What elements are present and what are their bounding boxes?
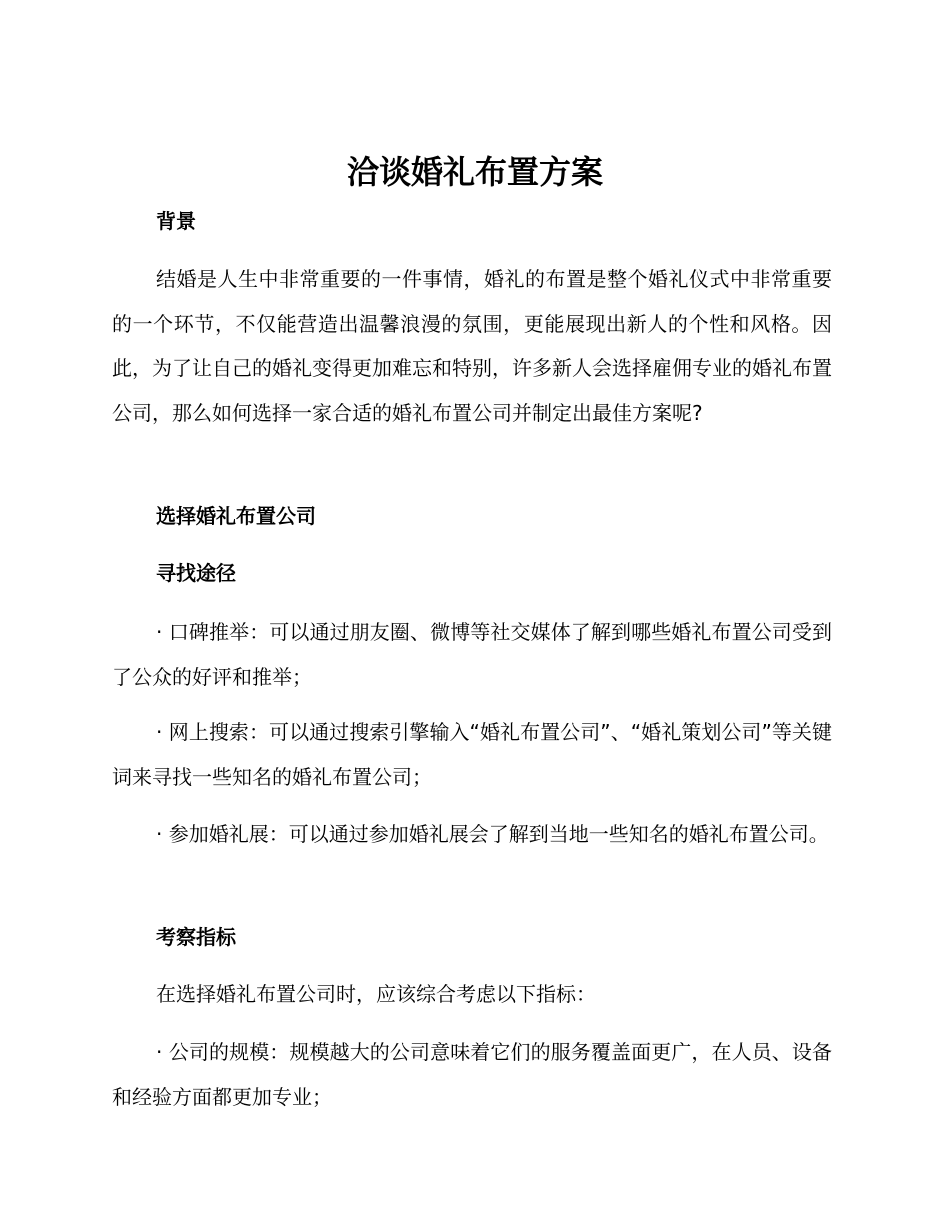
find-item-wedding-expo: · 参加婚礼展：可以通过参加婚礼展会了解到当地一些知名的婚礼布置公司。 [156, 822, 829, 846]
section-heading-background: 背景 [156, 209, 196, 233]
section-heading-choose-company: 选择婚礼布置公司 [156, 504, 316, 528]
find-item-word-of-mouth: · 口碑推举：可以通过朋友圈、微博等社交媒体了解到哪些婚礼布置公司受到了公众的好评和推举； [112, 620, 832, 689]
background-paragraph: 结婚是人生中非常重要的一件事情，婚礼的布置是整个婚礼仪式中非常重要的一个环节，不仅能营造出温馨浪漫的氛围，更能展现出新人的个性和风格。因此，为了让自己的婚礼变得更加难忘和特别，许多新人会选择雇佣专业的婚礼布置公司，那么如何选择一家合适的婚礼布置公司并制定出最佳方案呢? [112, 267, 832, 425]
subsection-heading-criteria: 考察指标 [156, 925, 236, 949]
subsection-heading-find-methods: 寻找途径 [156, 561, 236, 585]
criteria-item-company-scale: · 公司的规模：规模越大的公司意味着它们的服务覆盖面更广，在人员、设备和经验方面都更加专业； [112, 1040, 832, 1109]
criteria-intro: 在选择婚礼布置公司时，应该综合考虑以下指标： [156, 982, 596, 1006]
find-item-online-search: · 网上搜索：可以通过搜索引擎输入“婚礼布置公司”、“婚礼策划公司”等关键词来寻找一些知名的婚礼布置公司； [112, 720, 832, 789]
document-title: 洽谈婚礼布置方案 [346, 153, 603, 191]
